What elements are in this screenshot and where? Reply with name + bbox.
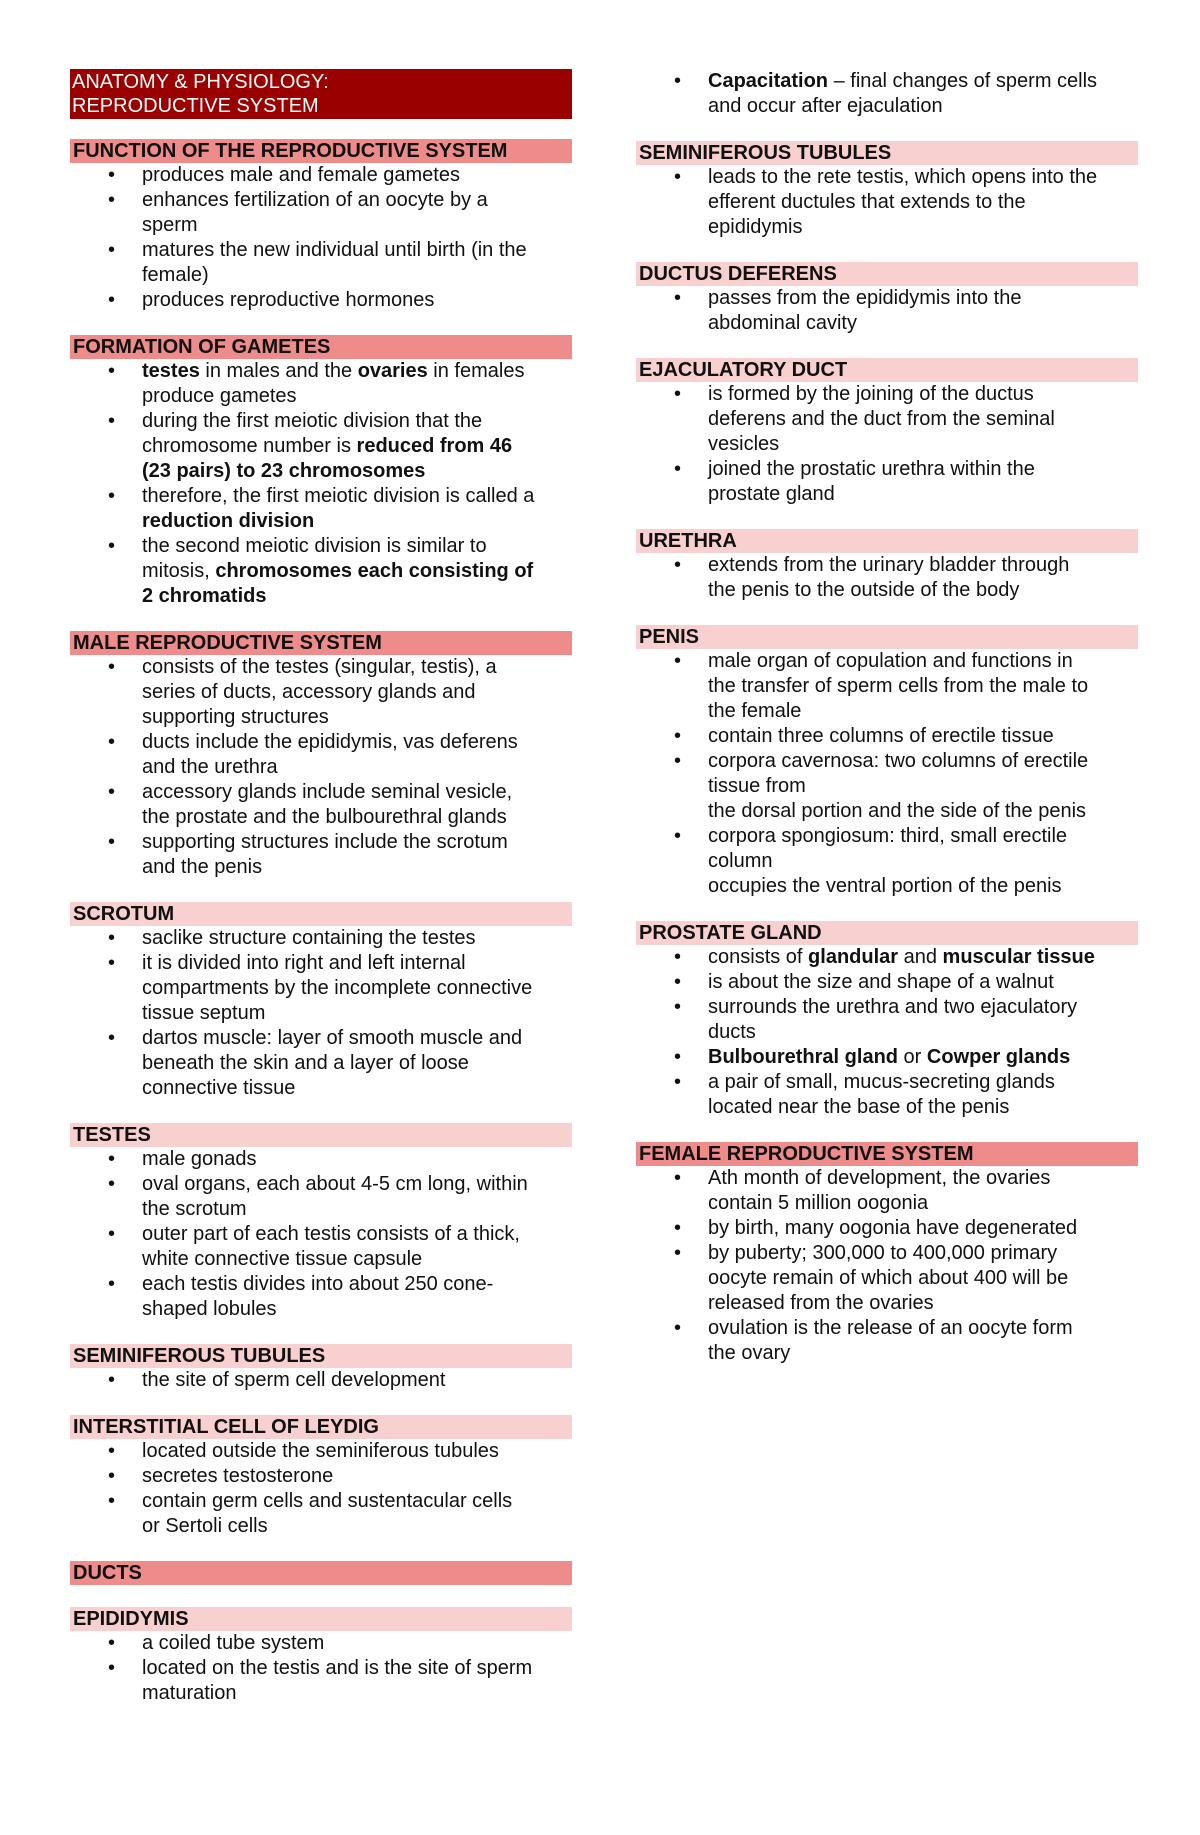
text-run: produces reproductive hormones bbox=[142, 289, 435, 311]
list-item bbox=[636, 1045, 1138, 1070]
left-sections bbox=[70, 139, 572, 1706]
section-prostate-gland bbox=[636, 921, 1138, 1120]
bullet-list bbox=[70, 1368, 572, 1393]
bullet-list bbox=[636, 69, 1138, 119]
text-run: accessory glands include seminal vesicle, the prostate and the bulbourethral glands bbox=[142, 781, 513, 828]
text-run: – final changes of sperm cells and occur after ejaculation bbox=[708, 70, 1098, 117]
list-item bbox=[70, 1656, 572, 1706]
text-run: or bbox=[898, 1046, 927, 1068]
bullet-icon: • bbox=[108, 189, 116, 211]
text-run: a coiled tube system bbox=[142, 1632, 325, 1654]
bullet-icon: • bbox=[108, 1273, 116, 1295]
left-column bbox=[70, 69, 572, 1728]
section-scrotum bbox=[70, 902, 572, 1101]
text-run: dartos muscle: layer of smooth muscle and beneath the skin and a layer of loose connective tissue bbox=[142, 1027, 523, 1099]
bullet-icon: • bbox=[108, 1657, 116, 1679]
bullet-list bbox=[70, 655, 572, 880]
list-item bbox=[70, 1222, 572, 1272]
section-ejaculatory-duct bbox=[636, 358, 1138, 507]
section-function-of-the-reproductive-system bbox=[70, 139, 572, 313]
right-column bbox=[636, 69, 1138, 1388]
list-item bbox=[70, 1368, 572, 1393]
list-item bbox=[636, 1241, 1138, 1316]
bold-text: reduction division bbox=[142, 510, 315, 532]
text-run: produces male and female gametes bbox=[142, 164, 460, 186]
bullet-icon: • bbox=[108, 1490, 116, 1512]
bullet-icon: • bbox=[108, 656, 116, 678]
list-item bbox=[636, 69, 1138, 119]
bold-text: testes bbox=[142, 360, 200, 382]
bullet-icon: • bbox=[108, 1632, 116, 1654]
bullet-icon: • bbox=[108, 927, 116, 949]
section-heading: SEMINIFEROUS TUBULES bbox=[70, 1344, 572, 1368]
list-item bbox=[636, 945, 1138, 970]
bullet-icon: • bbox=[674, 1217, 682, 1239]
section-heading: MALE REPRODUCTIVE SYSTEM bbox=[70, 631, 572, 655]
bullet-list bbox=[636, 165, 1138, 240]
bullet-icon: • bbox=[108, 731, 116, 753]
text-run: the second meiotic division is similar to mitosis, bbox=[142, 535, 487, 582]
list-item bbox=[70, 1489, 572, 1539]
bullet-icon: • bbox=[674, 458, 682, 480]
text-run: located on the testis and is the site of sperm maturation bbox=[142, 1657, 533, 1704]
bullet-icon: • bbox=[108, 239, 116, 261]
list-item bbox=[70, 1439, 572, 1464]
list-item bbox=[70, 484, 572, 534]
bullet-icon: • bbox=[108, 831, 116, 853]
list-item bbox=[636, 724, 1138, 749]
list-item bbox=[70, 288, 572, 313]
bullet-list bbox=[70, 1147, 572, 1322]
text-run: is about the size and shape of a walnut bbox=[708, 971, 1054, 993]
text-run: it is divided into right and left internal compartments by the incomplete connective tissue septum bbox=[142, 952, 533, 1024]
bullet-icon: • bbox=[108, 1440, 116, 1462]
list-item bbox=[70, 188, 572, 238]
list-item bbox=[636, 970, 1138, 995]
section-testes bbox=[70, 1123, 572, 1322]
list-item bbox=[636, 553, 1138, 603]
text-run: joined the prostatic urethra within the prostate gland bbox=[708, 458, 1035, 505]
list-item bbox=[636, 649, 1138, 724]
document-title: ANATOMY & PHYSIOLOGY: REPRODUCTIVE SYSTEM bbox=[70, 69, 572, 119]
bold-text: Bulbourethral gland bbox=[708, 1046, 898, 1068]
text-run: male gonads bbox=[142, 1148, 257, 1170]
text-run: in males and the bbox=[199, 360, 358, 382]
text-run: contain three columns of erectile tissue bbox=[708, 725, 1054, 747]
text-run: and bbox=[898, 946, 943, 968]
list-item bbox=[70, 1172, 572, 1222]
bullet-icon: • bbox=[108, 289, 116, 311]
section-heading: SCROTUM bbox=[70, 902, 572, 926]
section-heading: EPIDIDYMIS bbox=[70, 1607, 572, 1631]
section-heading: INTERSTITIAL CELL OF LEYDIG bbox=[70, 1415, 572, 1439]
text-run: enhances fertilization of an oocyte by a sperm bbox=[142, 189, 488, 236]
bullet-icon: • bbox=[108, 360, 116, 382]
bullet-icon: • bbox=[674, 1242, 682, 1264]
section-heading: URETHRA bbox=[636, 529, 1138, 553]
bullet-icon: • bbox=[674, 825, 682, 847]
bullet-list bbox=[636, 382, 1138, 507]
section-heading: DUCTS bbox=[70, 1561, 572, 1585]
list-item bbox=[70, 780, 572, 830]
text-run: corpora cavernosa: two columns of erectile tissue from the dorsal portion and the side of the penis bbox=[708, 750, 1089, 822]
bullet-icon: • bbox=[674, 287, 682, 309]
list-item bbox=[636, 286, 1138, 336]
text-run: each testis divides into about 250 cone- shaped lobules bbox=[142, 1273, 494, 1320]
bullet-icon: • bbox=[674, 750, 682, 772]
bold-text: chromosomes each consisting of 2 chromatids bbox=[142, 560, 534, 607]
list-item bbox=[70, 730, 572, 780]
text-run: therefore, the first meiotic division is called a bbox=[142, 485, 535, 507]
bullet-icon: • bbox=[674, 971, 682, 993]
bullet-icon: • bbox=[674, 650, 682, 672]
bullet-icon: • bbox=[108, 1148, 116, 1170]
list-item bbox=[70, 1272, 572, 1322]
bullet-icon: • bbox=[674, 1071, 682, 1093]
bullet-icon: • bbox=[108, 1223, 116, 1245]
section-seminiferous-tubules bbox=[70, 1344, 572, 1393]
bullet-icon: • bbox=[108, 485, 116, 507]
bullet-icon: • bbox=[108, 410, 116, 432]
bullet-icon: • bbox=[674, 946, 682, 968]
list-item bbox=[70, 238, 572, 288]
section-female-reproductive-system bbox=[636, 1142, 1138, 1366]
list-item bbox=[70, 926, 572, 951]
section-heading: DUCTUS DEFERENS bbox=[636, 262, 1138, 286]
section-heading: EJACULATORY DUCT bbox=[636, 358, 1138, 382]
list-item bbox=[70, 1026, 572, 1101]
section-male-reproductive-system bbox=[70, 631, 572, 880]
list-item bbox=[636, 1166, 1138, 1216]
bold-text: Cowper glands bbox=[926, 1046, 1071, 1068]
bullet-icon: • bbox=[674, 70, 682, 92]
section-heading: FORMATION OF GAMETES bbox=[70, 335, 572, 359]
text-run: saclike structure containing the testes bbox=[142, 927, 476, 949]
text-run: located outside the seminiferous tubules bbox=[142, 1440, 499, 1462]
list-item bbox=[70, 1631, 572, 1656]
text-run: oval organs, each about 4-5 cm long, within the scrotum bbox=[142, 1173, 528, 1220]
bullet-icon: • bbox=[108, 1465, 116, 1487]
list-item bbox=[70, 830, 572, 880]
list-item bbox=[636, 1216, 1138, 1241]
list-item bbox=[70, 1464, 572, 1489]
bullet-list bbox=[636, 553, 1138, 603]
bullet-icon: • bbox=[108, 781, 116, 803]
bullet-list bbox=[70, 359, 572, 609]
text-run: leads to the rete testis, which opens into the efferent ductules that extends to the epididymis bbox=[708, 166, 1098, 238]
section-interstitial-cell-of-leydig bbox=[70, 1415, 572, 1539]
bullet-icon: • bbox=[674, 383, 682, 405]
bold-text: ovaries bbox=[357, 360, 428, 382]
bullet-icon: • bbox=[674, 1046, 682, 1068]
bullet-icon: • bbox=[674, 996, 682, 1018]
text-run: contain germ cells and sustentacular cells or Sertoli cells bbox=[142, 1490, 513, 1537]
text-run: is formed by the joining of the ductus deferens and the duct from the seminal vesicles bbox=[708, 383, 1055, 455]
text-run: male organ of copulation and functions in the transfer of sperm cells from the male to the female bbox=[708, 650, 1089, 722]
bullet-list bbox=[70, 1439, 572, 1539]
list-item bbox=[636, 457, 1138, 507]
list-item bbox=[70, 951, 572, 1026]
bullet-list bbox=[636, 286, 1138, 336]
section-urethra bbox=[636, 529, 1138, 603]
text-run: by puberty; 300,000 to 400,000 primary oocyte remain of which about 400 will be released from the ovaries bbox=[708, 1242, 1069, 1314]
section-formation-of-gametes bbox=[70, 335, 572, 609]
list-item bbox=[636, 749, 1138, 824]
section-penis bbox=[636, 625, 1138, 899]
section-seminiferous-tubules bbox=[636, 141, 1138, 240]
right-sections bbox=[636, 69, 1138, 1366]
bullet-icon: • bbox=[108, 952, 116, 974]
bullet-list bbox=[636, 1166, 1138, 1366]
bullet-icon: • bbox=[108, 535, 116, 557]
text-run: supporting structures include the scrotum and the penis bbox=[142, 831, 508, 878]
list-item bbox=[70, 409, 572, 484]
text-run: consists of bbox=[708, 946, 809, 968]
list-item bbox=[636, 995, 1138, 1045]
text-run: ovulation is the release of an oocyte form the ovary bbox=[708, 1317, 1073, 1364]
text-run: Ath month of development, the ovaries contain 5 million oogonia bbox=[708, 1167, 1051, 1214]
section-continued bbox=[636, 69, 1138, 119]
text-run: consists of the testes (singular, testis), a series of ducts, accessory glands and supporting structures bbox=[142, 656, 497, 728]
bullet-icon: • bbox=[108, 1173, 116, 1195]
bold-text: reduced from 46 (23 pairs) to 23 chromosomes bbox=[142, 435, 513, 482]
section-heading: FEMALE REPRODUCTIVE SYSTEM bbox=[636, 1142, 1138, 1166]
list-item bbox=[70, 1147, 572, 1172]
list-item bbox=[70, 163, 572, 188]
text-run: matures the new individual until birth (in the female) bbox=[142, 239, 527, 286]
text-run: secretes testosterone bbox=[142, 1465, 334, 1487]
list-item bbox=[636, 1316, 1138, 1366]
list-item bbox=[636, 382, 1138, 457]
text-run: ducts include the epididymis, vas deferens and the urethra bbox=[142, 731, 518, 778]
bold-text: glandular bbox=[808, 946, 899, 968]
bullet-list bbox=[636, 649, 1138, 899]
bullet-icon: • bbox=[108, 1369, 116, 1391]
section-heading: SEMINIFEROUS TUBULES bbox=[636, 141, 1138, 165]
bullet-list bbox=[70, 163, 572, 313]
text-run: passes from the epididymis into the abdominal cavity bbox=[708, 287, 1022, 334]
list-item bbox=[636, 824, 1138, 899]
bullet-icon: • bbox=[108, 164, 116, 186]
bullet-list bbox=[70, 1631, 572, 1706]
section-heading: PROSTATE GLAND bbox=[636, 921, 1138, 945]
bullet-list bbox=[70, 926, 572, 1101]
section-ducts bbox=[70, 1561, 572, 1585]
text-run: a pair of small, mucus-secreting glands located near the base of the penis bbox=[708, 1071, 1055, 1118]
text-run: the site of sperm cell development bbox=[142, 1369, 446, 1391]
text-run: extends from the urinary bladder through the penis to the outside of the body bbox=[708, 554, 1070, 601]
bullet-list bbox=[636, 945, 1138, 1120]
section-heading: TESTES bbox=[70, 1123, 572, 1147]
text-run: corpora spongiosum: third, small erectile column occupies the ventral portion of the penis bbox=[708, 825, 1068, 897]
list-item bbox=[70, 655, 572, 730]
text-run: by birth, many oogonia have degenerated bbox=[708, 1217, 1078, 1239]
list-item bbox=[636, 165, 1138, 240]
list-item bbox=[636, 1070, 1138, 1120]
bullet-icon: • bbox=[674, 1317, 682, 1339]
list-item bbox=[70, 359, 572, 409]
section-heading: FUNCTION OF THE REPRODUCTIVE SYSTEM bbox=[70, 139, 572, 163]
section-epididymis bbox=[70, 1607, 572, 1706]
bullet-icon: • bbox=[674, 1167, 682, 1189]
section-heading: PENIS bbox=[636, 625, 1138, 649]
list-item bbox=[70, 534, 572, 609]
text-run: in females produce gametes bbox=[142, 360, 525, 407]
section-ductus-deferens bbox=[636, 262, 1138, 336]
text-run: outer part of each testis consists of a thick, white connective tissue capsule bbox=[142, 1223, 520, 1270]
bullet-icon: • bbox=[674, 725, 682, 747]
text-run: surrounds the urethra and two ejaculatory ducts bbox=[708, 996, 1078, 1043]
bold-text: Capacitation bbox=[708, 70, 829, 92]
bullet-icon: • bbox=[674, 166, 682, 188]
bold-text: muscular tissue bbox=[942, 946, 1095, 968]
text-run: during the first meiotic division that the chromosome number is bbox=[142, 410, 483, 457]
bullet-icon: • bbox=[108, 1027, 116, 1049]
bullet-icon: • bbox=[674, 554, 682, 576]
